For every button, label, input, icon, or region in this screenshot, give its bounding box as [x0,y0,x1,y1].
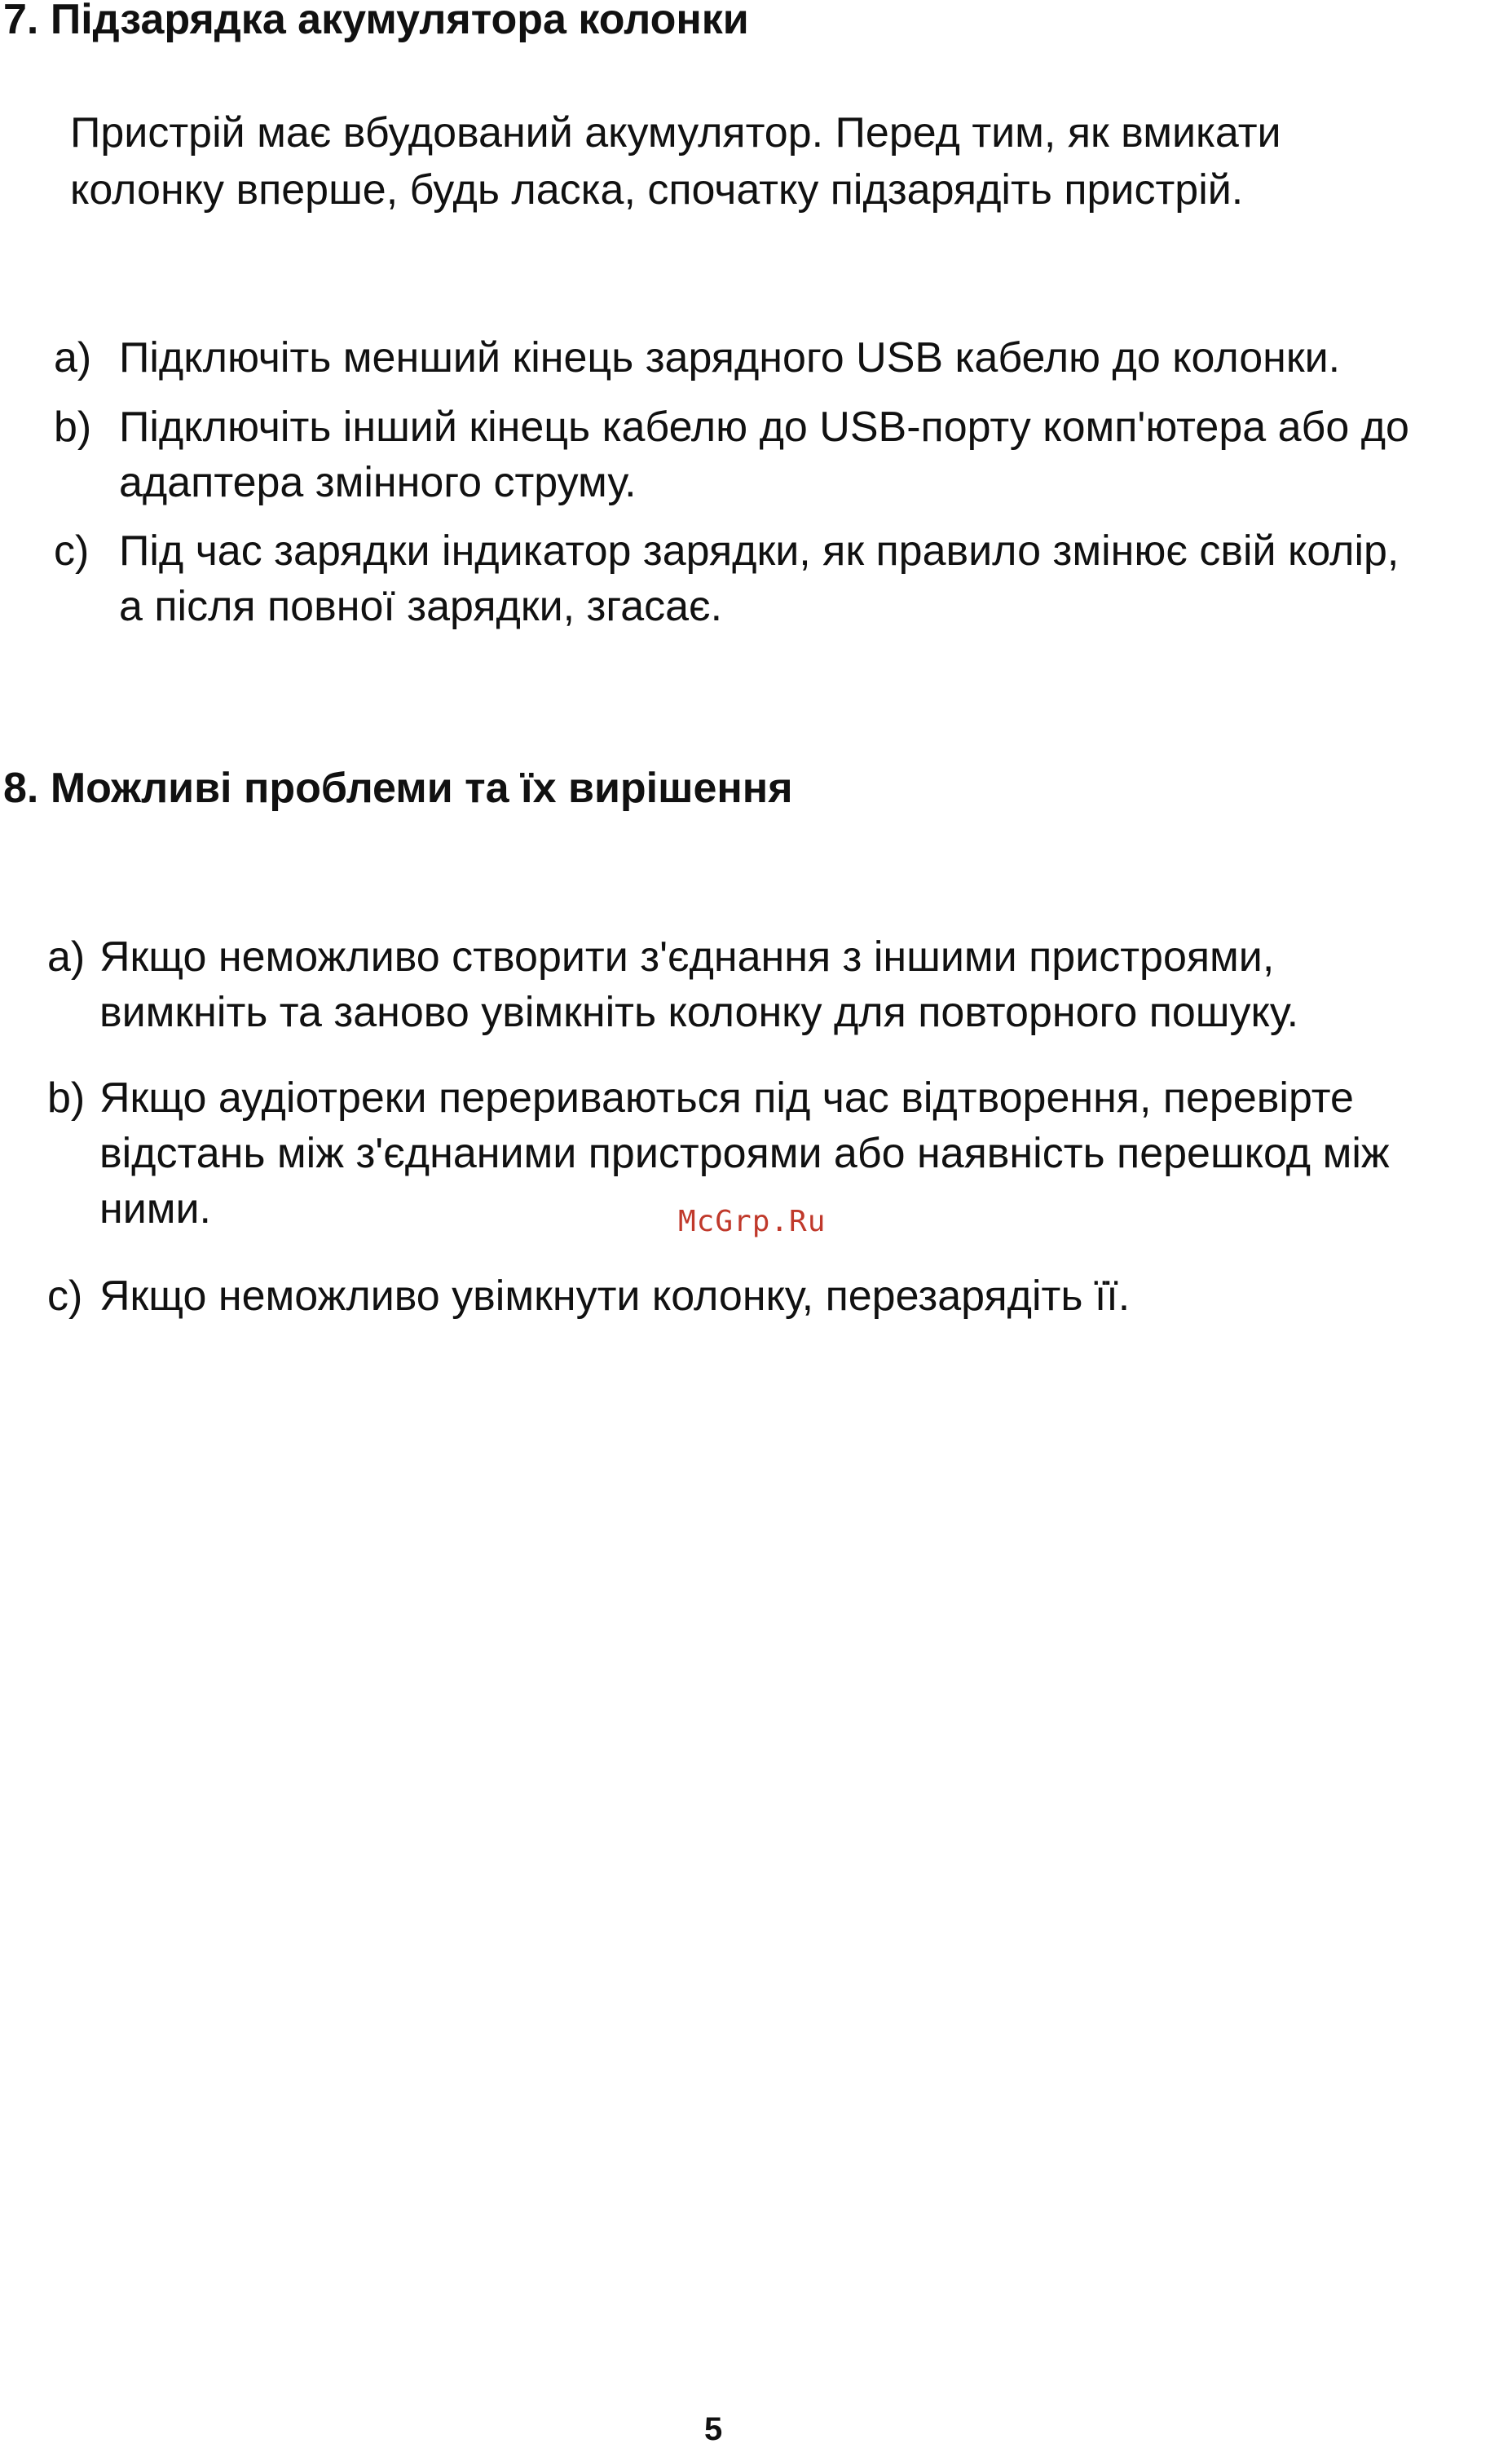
list-item-text: відстань між з'єднаними пристроями або наявність перешкод між [99,1130,1390,1177]
section-7-intro-line-2: колонку вперше, будь ласка, спочатку підзарядіть пристрій. [70,166,1244,214]
list-marker: a) [54,334,92,382]
list-item-text: Якщо неможливо створити з'єднання з іншими пристроями, [99,933,1275,981]
list-item-text: а після повної зарядки, згасає. [119,583,723,630]
section-8-list-item [47,1268,1506,1324]
section-7-intro-line-1: Пристрій має вбудований акумулятор. Перед тим, як вмикати [70,109,1281,157]
list-item-text: Якщо аудіотреки перериваються під час відтворення, перевірте [99,1074,1354,1122]
list-marker: b) [47,1074,86,1122]
list-item-text: Під час зарядки індикатор зарядки, як правило змінює свій колір, [119,527,1400,575]
section-8-title: 8. Можливі проблеми та їх вирішення [3,765,793,812]
section-7-list-item [54,330,1505,386]
list-item-text: ними. [99,1185,212,1233]
page-number: 5 [704,2411,723,2447]
list-item-text: Підключіть менший кінець зарядного USB кабелю до колонки. [119,334,1341,382]
list-marker: c) [54,527,90,575]
list-item-text: адаптера змінного струму. [119,459,637,506]
list-item-text: Підключіть інший кінець кабелю до USB-порту комп'ютера або до [119,404,1409,451]
section-7-intro [70,104,1281,218]
list-marker: b) [54,404,92,451]
list-item-text: Якщо неможливо увімкнути колонку, перезарядіть її. [99,1273,1131,1320]
section-7-title: 7. Підзарядка акумулятора колонки [3,0,749,43]
watermark: McGrp.Ru [678,1205,827,1238]
section-7-list-item [54,523,1505,634]
list-marker: a) [47,933,86,981]
list-item-text: вимкніть та заново увімкніть колонку для повторного пошуку. [99,989,1299,1036]
section-8-list-item [47,929,1506,1040]
list-marker: c) [47,1273,83,1320]
section-7-list-item [54,399,1505,510]
